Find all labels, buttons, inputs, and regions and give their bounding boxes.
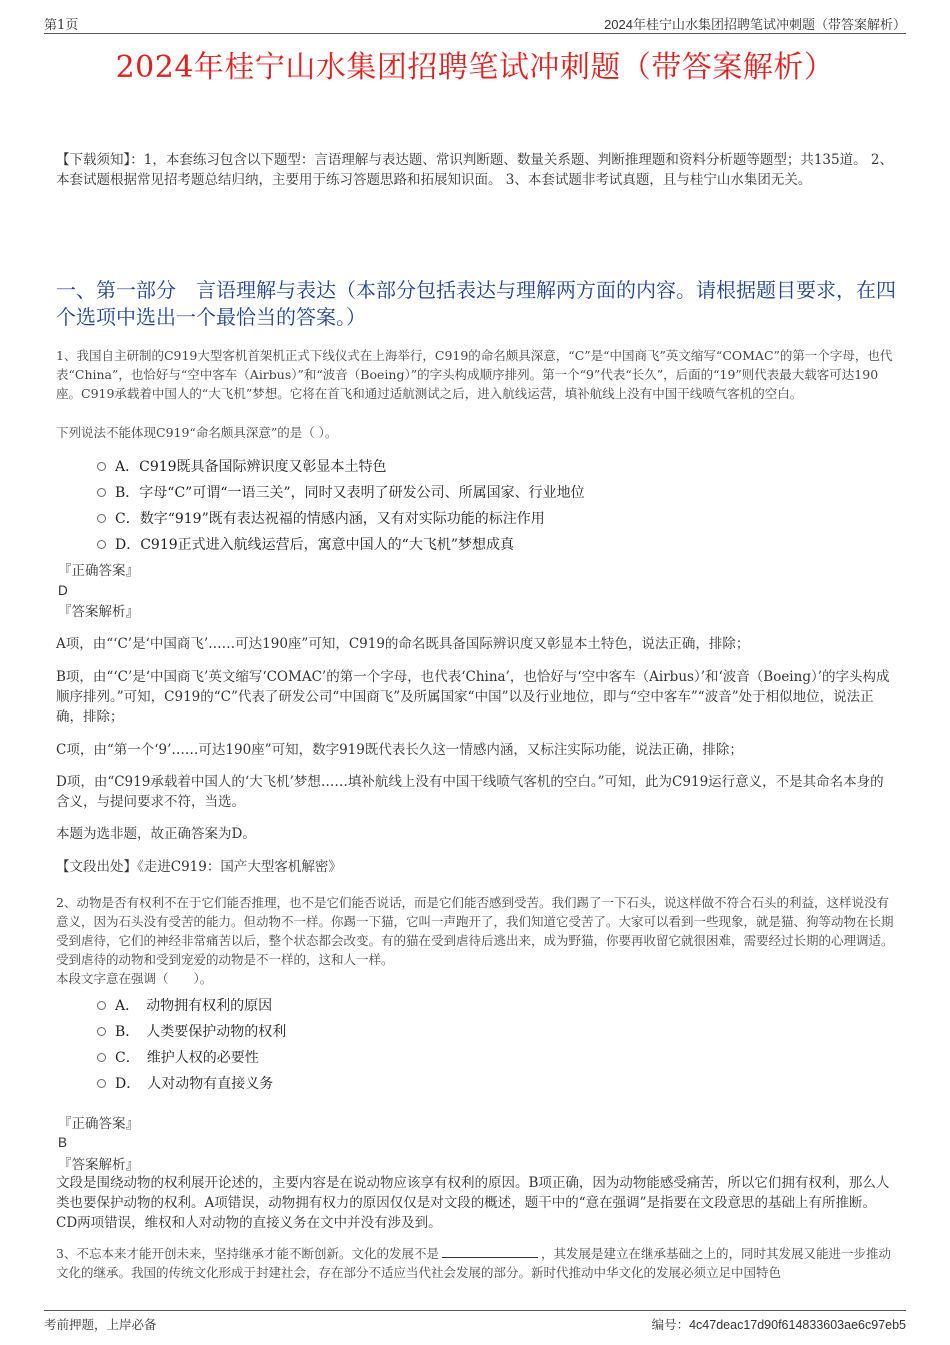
q1-answer: D — [58, 583, 68, 598]
q1-analysis-label: 『答案解析』 — [58, 604, 139, 620]
footer-code: 编号：4c47deac17d90f614833603ae6c97eb5 — [651, 1318, 906, 1332]
q1-option-a[interactable]: A．C919既具备国际辨识度又彰显本土特色 — [97, 456, 387, 476]
radio-icon[interactable] — [97, 488, 106, 497]
radio-icon[interactable] — [97, 514, 106, 523]
radio-icon[interactable] — [97, 462, 106, 471]
q1-option-c[interactable]: C．数字“919”既有表达祝福的情感内涵，又有对实际功能的标注作用 — [97, 508, 545, 528]
page-number: 第1页 — [44, 18, 79, 33]
q1-conclusion: 本题为选非题，故正确答案为D。 — [56, 826, 256, 842]
q2-option-d[interactable]: D． 人对动物有直接义务 — [97, 1073, 273, 1093]
q1-question: 下列说法不能体现C919“命名颇具深意”的是（ ）。 — [56, 425, 338, 440]
q2-option-c[interactable]: C． 维护人权的必要性 — [97, 1047, 259, 1067]
page-title: 2024年桂宁山水集团招聘笔试冲刺题（带答案解析） — [115, 50, 835, 85]
q1-analysis-b: B项，由“‘C’是‘中国商飞’英文缩写‘COMAC’的第一个字母，也代表‘China’，也恰好与‘空中客车（Airbus）’和‘波音（Boeing）’的字头构成顺序排列。”可知，C919的“C”代表了研发公司“中国商飞”及所属国家“中国”以及行业地位，即与“空中客车”“波音”处于相似地位，说法正确，排除； — [56, 669, 890, 725]
radio-icon[interactable] — [97, 1079, 106, 1088]
q1-option-d[interactable]: D．C919正式进入航线运营后，寓意中国人的“大飞机”梦想成真 — [97, 534, 514, 554]
q1-analysis-d: D项，由“C919承载着中国人的‘大飞机’梦想……填补航线上没有中国干线喷气客机的空白。”可知，此为C919运行意义，不是其命名本身的含义，与提问要求不符，当选。 — [56, 774, 884, 810]
q1-source: 【文段出处】《走进C919：国产大型客机解密》 — [56, 859, 342, 875]
radio-icon[interactable] — [97, 1027, 106, 1036]
q1-analysis-a: A项，由“‘C’是‘中国商飞’……可达190座”可知，C919的命名既具备国际辨识度又彰显本土特色，说法正确，排除； — [56, 636, 750, 652]
radio-icon[interactable] — [97, 1001, 106, 1010]
section-heading: 一、第一部分 言语理解与表达（本部分包括表达与理解两方面的内容。请根据题目要求，在四个选项中选出一个最恰当的答案。） — [56, 278, 896, 329]
q2-stem: 2、动物是否有权利不在于它们能否推理，也不是它们能否说话，而是它们能否感到受苦。我们踢了一下石头，说这样做不符合石头的利益，这样说没有意义，因为石头没有受苦的能力。但动物不一样。你踢一下猫，它叫一声跑开了，我们知道它受苦了。大家可以看到一些现象，就是猫、狗等动物在长期受到虐待，它们的神经非常痛苦以后，整个状态都会改变。有的猫在受到虐待后逃出来，成为野猫，你要再收留它就很困难，需要经过长期的心理调适。受到虐待的动物和受到宠爱的动物是不一样的，这和人一样。 — [56, 895, 894, 967]
q1-answer-label: 『正确答案』 — [58, 563, 139, 579]
q3-stem: 3、不忘本来才能开创未来，坚持继承才能不断创新。文化的发展不是 ，其发展是建立在继承基础之上的，同时其发展又能进一步推动文化的继承。我国的传统文化形成于封建社会，存在部分不适应当代社会发展的部分。新时代推动中华文化的发展必须立足中国特色 — [56, 1246, 891, 1280]
download-notice: 【下载须知】：1，本套练习包含以下题型：言语理解与表达题、常识判断题、数量关系题、判断推理题和资料分析题等题型；共135道。 2、本套试题根据常见招考题总结归纳，主要用于练习答题思路和拓展知识面。 3、本套试题非考试真题，且与桂宁山水集团无关。 — [56, 152, 893, 188]
q2-question: 本段文字意在强调（ ）。 — [56, 971, 213, 986]
fill-in-blank — [442, 1244, 538, 1258]
radio-icon[interactable] — [97, 540, 106, 549]
q1-analysis-c: C项，由“第一个‘9’……可达190座”可知，数字919既代表长久这一情感内涵，又标注实际功能，说法正确，排除； — [56, 742, 743, 758]
header-divider — [44, 33, 906, 34]
header-doc-title: 2024年桂宁山水集团招聘笔试冲刺题（带答案解析） — [604, 17, 906, 32]
q2-option-a[interactable]: A． 动物拥有权利的原因 — [97, 995, 272, 1015]
q2-answer-label: 『正确答案』 — [58, 1116, 139, 1132]
q1-stem: 1、我国自主研制的C919大型客机首架机正式下线仪式在上海举行，C919的命名颇具深意，“C”是“中国商飞”英文缩写“COMAC”的第一个字母，也代表“China”，也恰好与“空中客车（Airbus）”和“波音（Boeing）”的字头构成顺序排列。第一个“9”代表“长久”，后面的“19”则代表最大载客可达190座。C919承载着中国人的“大飞机”梦想。它将在首飞和通过适航测试之后，进入航线运营，填补航线上没有中国干线喷气客机的空白。 — [56, 348, 893, 401]
q2-analysis: 文段是围绕动物的权利展开论述的，主要内容是在说动物应该享有权利的原因。B项正确，因为动物能感受痛苦，所以它们拥有权利，那么人类也要保护动物的权利。A项错误，动物拥有权力的原因仅仅是对文段的概述，题干中的“意在强调”是指要在文段意思的基础上有所推断。CD两项错误，维权和人对动物的直接义务在文中并没有涉及到。 — [56, 1175, 890, 1231]
q1-option-b[interactable]: B．字母“C”可谓“一语三关”，同时又表明了研发公司、所属国家、行业地位 — [97, 482, 585, 502]
q2-option-b[interactable]: B． 人类要保护动物的权利 — [97, 1021, 286, 1041]
q2-analysis-label: 『答案解析』 — [58, 1157, 139, 1173]
footer-slogan: 考前押题，上岸必备 — [44, 1317, 157, 1332]
footer-divider — [44, 1310, 906, 1311]
radio-icon[interactable] — [97, 1053, 106, 1062]
q2-answer: B — [58, 1135, 68, 1150]
